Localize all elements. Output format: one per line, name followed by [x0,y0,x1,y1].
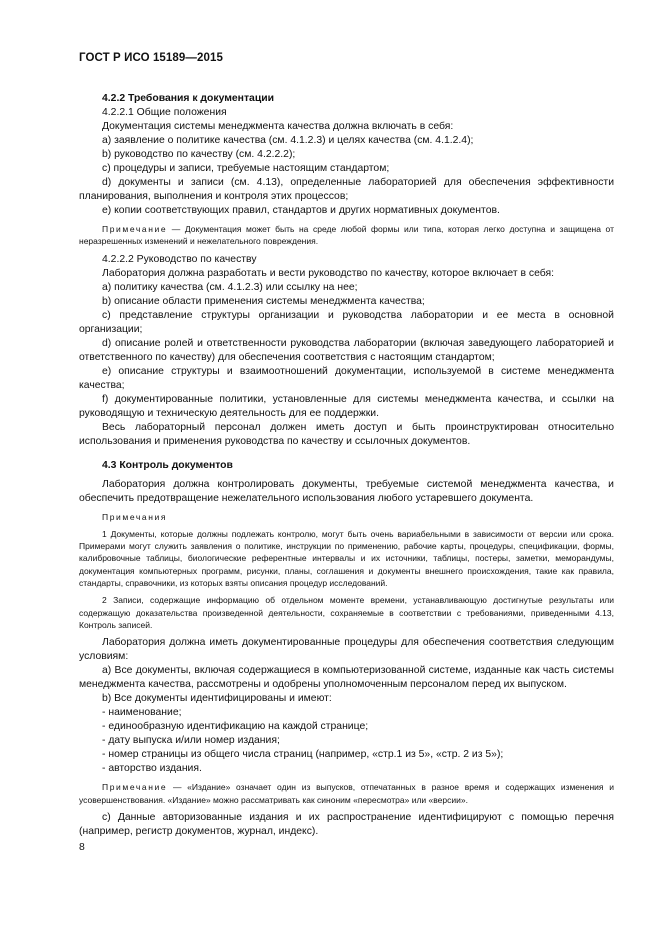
paragraph: Весь лабораторный персонал должен иметь доступ и быть проинструктирован относительно использования и применения руководства по качеству и ссылочных документов. [79,421,614,447]
document-header: ГОСТ Р ИСО 15189—2015 [79,52,224,64]
paragraph: Лаборатория должна разработать и вести руководство по качеству, которое включает в себя: [102,267,554,279]
paragraph: Лаборатория должна иметь документированные процедуры для обеспечения соответствия следующим условиям: [79,637,614,663]
note [79,223,614,248]
list-item: е) описание структуры и взаимоотношений документации, используемой в системе менеджмента качества; [79,365,614,391]
list-item: а) Все документы, включая содержащиеся в компьютеризованной системе, изданные как часть системы менеджмента качества, рассмотрены и одобрены уполномоченным персоналом перед их выпуском. [79,665,614,691]
list-item: f) документированные политики, установленные для системы менеджмента качества, и ссылки на руководящую и техническую деятельность для ее поддержки. [79,393,614,419]
dash-item: - наименование; [102,707,182,719]
list-item: d) документы и записи (см. 4.13), определенные лабораторией для обеспечения эффективности планирования, выполнения и контроля этих процессов; [79,177,614,202]
notes-label: Примечания [102,511,168,522]
list-item: с) представление структуры организации и руководства лаборатории и ее места в основной организации; [79,309,614,335]
list-item: с) процедуры и записи, требуемые настоящим стандартом; [102,163,390,174]
note: 2 Записи, содержащие информацию об отдельном моменте времени, устанавливающую достигнутые результаты или содержащую доказательства произведенной деятельности, сохраняемые в соответствии с требованиями, приведенными 4.13, Контроль записей. [79,595,614,630]
list-item: а) политику качества (см. 4.1.2.3) или ссылку на нее; [102,281,358,293]
subsection-heading-4-2-2-1: 4.2.2.1 Общие положения [102,107,227,118]
subsection-heading-4-2-2-2: 4.2.2.2 Руководство по качеству [102,253,257,265]
page-number: 8 [79,842,85,853]
note-label: Примечание [102,782,168,793]
note: 1 Документы, которые должны подлежать контролю, могут быть очень вариабельными в зависимости от версии или срока. Примерами могут служить заявления о политике, инструкции по применению, рабочие карты, процедуры, спецификации, формы, калибровочные таблицы, биологические референтные интервалы и их источники, таблицы, постеры, заметки, меморандумы, документация компьютерных программ, рисунки, планы, соглашения и документы внешнего происхождения, такие как правила, стандарты, справочники, из которых взяты описания процедур исследований. [79,528,614,589]
document-body [79,92,614,839]
note-text: — «Издание» означает один из выпусков, отпечатанных в разное время и содержащих изменения и усовершенствования. «Издание» можно рассматривать как синоним «пересмотра» или «версии». [79,782,614,805]
paragraph: Документация системы менеджмента качества должна включать в себя: [102,121,454,132]
section-heading-4-2-2: 4.2.2 Требования к документации [102,93,274,104]
list-item: е) копии соответствующих правил, стандартов и других нормативных документов. [102,205,500,216]
note-text: — Документация может быть на среде любой формы или типа, которая легко доступна и защищена от неразрешенных изменений и нежелательного повреждения. [79,224,614,247]
note [79,781,614,806]
list-item: с) Данные авторизованные издания и их распространение идентифицируют с помощью перечня (например, регистр документов, журнал, индекс). [79,811,614,837]
dash-item: - авторство издания. [102,763,202,775]
paragraph: Лаборатория должна контролировать документы, требуемые системой менеджмента качества, и обеспечить предотвращение нежелательного использования любого устаревшего документа. [79,478,614,504]
list-item: d) описание ролей и ответственности руководства лаборатории (включая заведующего лабораторией и ответственного по качеству) для обеспечения соответствия с настоящим стандартом; [79,337,614,363]
dash-item: - дату выпуска и/или номер издания; [102,735,280,747]
dash-item: - единообразную идентификацию на каждой странице; [102,721,369,733]
list-item: b) руководство по качеству (см. 4.2.2.2); [102,149,296,160]
list-item: а) заявление о политике качества (см. 4.1.2.3) и целях качества (см. 4.1.2.4); [102,135,474,146]
note-label: Примечание [102,224,168,234]
dash-item: - номер страницы из общего числа страниц (например, «стр.1 из 5», «стр. 2 из 5»); [102,749,504,761]
list-item: b) описание области применения системы менеджмента качества; [102,295,425,307]
section-heading-4-3: 4.3 Контроль документов [102,459,233,471]
list-item: b) Все документы идентифицированы и имеют: [102,693,332,705]
